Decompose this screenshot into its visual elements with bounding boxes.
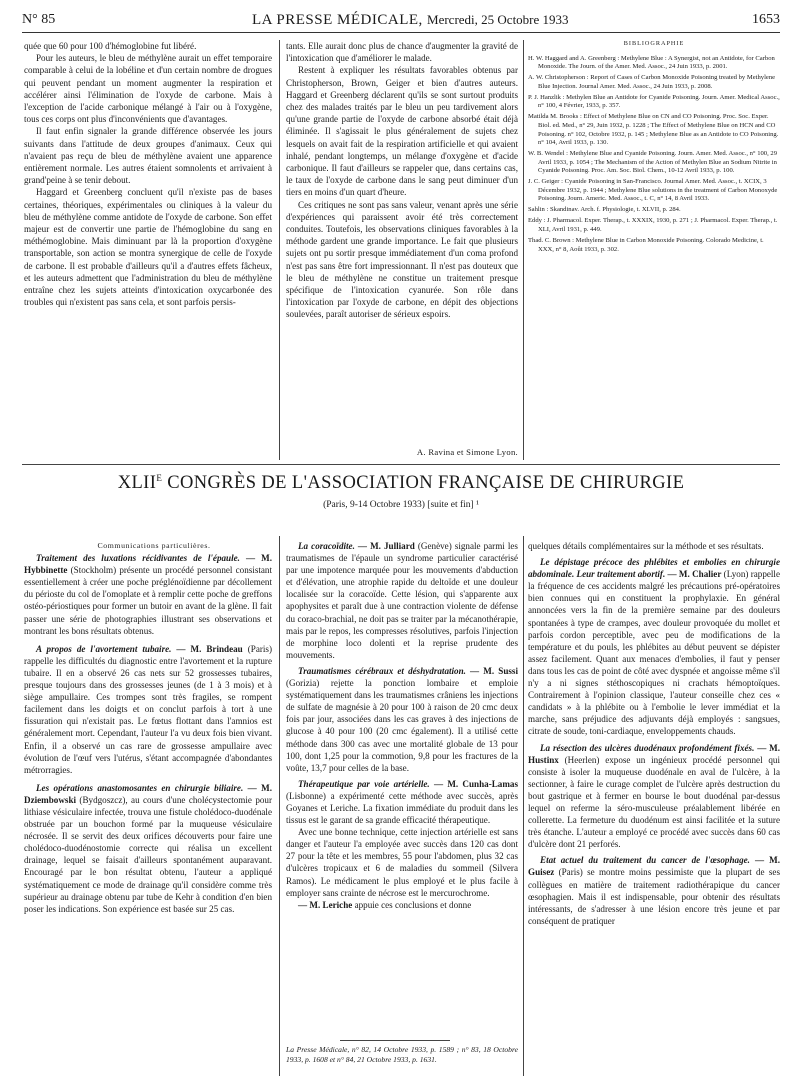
communication-text: Avec une bonne technique, cette injection artérielle est sans danger et l'auteur l'a employée avec succès dans 120 cas dont 27 pour la tête et les membres, 55 pour l'abdomen, plus 32 cas d'ulcères tropicaux et 6 de maladies du sommeil (Silvera Ramos). Le médicament le plus employé et le plus facile à employer sans crainte de nécrose est le mercurochrome.	[286, 827, 518, 898]
congress-title-ordinal: E	[156, 473, 163, 483]
issue-date: Mercredi, 25 Octobre 1933	[427, 12, 569, 27]
communication	[24, 643, 272, 776]
page-number: 1653	[752, 12, 780, 27]
communication	[528, 854, 780, 927]
communication-title: Traumatismes cérébraux et déshydratation.	[298, 665, 466, 676]
communication-title: Etat actuel du traitement du cancer de l'œsophage.	[540, 855, 750, 866]
journal-name: LA PRESSE MÉDICALE,	[252, 12, 423, 28]
communication-author: — M. Julliard	[354, 541, 415, 551]
bibliography-entry: P. J. Hanzlik : Methylen Blue an Antidote for Cyanide Poisoning. Journ. Amer. Medical Assoc., n° 100, 4 Février, 1933, p. 357.	[528, 93, 780, 110]
column-divider	[279, 536, 280, 1076]
communication-author: — M. Brindeau	[171, 643, 243, 654]
communication	[286, 665, 518, 774]
communication-title: Traitement des luxations récidivantes de l'épaule.	[36, 553, 240, 564]
footnote-rule	[340, 1040, 450, 1041]
communication-author: — M. Chalier	[665, 569, 722, 580]
communication-author: — M. Cunha-Lamas	[429, 778, 519, 789]
communication-text: (Gorizia) rejette la ponction lombaire et emploie systématiquement dans les traumatismes crâniens les injections de sulfate de magnésie à 20 pour 100 à raison de 20 cmc deux fois par jour, associées dans les cas graves à des injections de glucose à 40 pour 100 (20 cmc également). Il a utilisé cette méthode dans 300 cas avec une mortalité globale de 13 pour 100, dont 1,25 pour la commotion, 9,8 pour les fractures de la voûte, 13,7 pour celles de la base.	[286, 678, 518, 773]
paragraph: Haggard et Greenberg concluent qu'il n'existe pas de bases certaines, théoriques, expérimentales ou cliniques à la valeur du bleu de méthylène comme antidote de l'oxyde de carbone. Son effet majeur est de convertir une partie de l'hémoglobine du sang en méthémoglobine. Mais diminuant par là la proportion d'oxygène transportable, son action se montra synergique de celle de l'oxyde de carbone. Il est probable d'ailleurs qu'il a d'autres effets fâcheux, et les auteurs admettent que l'administration du bleu de méthylène entraîne chez les sujets atteints d'intoxication oxycarbonée des troubles qui n'existent pas sans cela, et sont parfois persis-	[24, 187, 272, 308]
bibliography-entry: Sahlin : Skandinav. Arch. f. Physiologie, t. XLVII, p. 284.	[528, 206, 681, 214]
journal-title	[252, 12, 569, 29]
footnote: La Presse Médicale, n° 82, 14 Octobre 1933, p. 1589 ; n° 83, 18 Octobre 1933, p. 1608 et n° 84, 21 Octobre 1933, p. 1631.	[286, 1045, 518, 1064]
communication-author: — M. Leriche	[298, 899, 353, 910]
congress-title	[22, 473, 780, 494]
communication-text: (Lyon) rappelle la fréquence de ces accidents malgré les précautions pré-opératoires bien connues qui en constituent la prophylaxie. En général annoncées vers la fin de la première semaine par des douleurs spontanées à type de crampes, avec douleur provoquée du mollet et parfois cordon perceptible, avec peu de modifications de la température et du pouls, les phlébites au début peuvent se dépister assez facilement. Quant aux menaces d'embolies, il faut y penser dans tous les cas de point de côté avec dyspnée et angoisse même s'il n'y a ni signes stéthoscopiques ni crachats hémoptoïques. Contrairement à l'opinion classique, l'auteur conseille chez ces « candidats » à la phlébite ou à l'embolie le lever immédiat et la marche, sans préjudice des adjuvants déjà employés : sangsues, citrate de soude, toni-cardiaque, enveloppements chauds.	[528, 569, 780, 737]
column-divider	[523, 536, 524, 1076]
bibliography-entry: Matilda M. Brooks : Effect of Methylene Blue on CN and CO Poisoning. Proc. Soc. Exper. Biol. ed. Med., n° 29, Juin 1932, p. 1228 ; The Effect of Methylene Blue on HCN and CO Poisoning. n° 102, Octobre 1932, p. 145 ; Methylene Blue as an Antidote to CO Poisoning. n° 104, Avril 1933, p. 130.	[528, 113, 779, 147]
communication	[24, 552, 272, 637]
section-label: Communications particulières.	[97, 541, 211, 550]
author-signature: A. Ravina et Simone Lyon.	[416, 447, 518, 457]
section-divider	[22, 464, 780, 465]
communication	[528, 742, 780, 851]
column-divider	[279, 40, 280, 460]
congress-title-text: CONGRÈS DE L'ASSOCIATION FRANÇAISE DE CHIRURGIE	[162, 473, 685, 494]
communication	[286, 899, 518, 911]
communication-title: A propos de l'avortement tubaire.	[36, 643, 172, 654]
paragraph: tants. Elle aurait donc plus de chance d'augmenter la gravité de l'intoxication que d'améliorer le malade.	[286, 41, 518, 64]
communication-text: (Lisbonne) a expérimenté cette méthode avec succès, après Goyanes et Leriche. La fixation immédiate du produit dans les tissus est le garant de sa grande efficacité thérapeutique.	[286, 790, 518, 826]
bibliography-entry: W. B. Wendel : Methylene Blue and Cyanide Poisoning. Journ. Amer. Med. Assoc., n° 100, 29 Avril 1933, p. 1054 ; The Mechanism of the Action of Methylen Blue an Sodium Nitrite in Cyanide Poisoning. Proc. Am. Soc. Biol. Chem., 10-12 Avril 1933, p. 100.	[528, 150, 777, 175]
issue-number: N° 85	[22, 12, 56, 27]
bibliography-title: BIBLIOGRAPHIE	[623, 40, 685, 47]
communication-title: Les opérations anastomosantes en chirurgie biliaire.	[36, 782, 244, 793]
communication-author: — M. Guisez	[528, 855, 780, 878]
communication-author: — M. Hustinx	[528, 742, 781, 765]
communication-title: La résection des ulcères duodénaux profondément fixés.	[540, 742, 755, 753]
communication-author: — M. Hybbinette	[24, 553, 272, 576]
bibliography-entry: H. W. Haggard and A. Greenberg : Methylene Blue : A Synergist, not an Antidote, for Carbon Monoxide. The Journ. of the Amer. Med. Assoc., 24 Juin 1933, p. 2001.	[528, 54, 775, 71]
communication	[528, 540, 780, 552]
article-column-1	[24, 40, 272, 430]
communication-author: — M. Dziembowski	[24, 782, 273, 805]
communication	[528, 556, 780, 737]
communication-text: quelques détails complémentaires sur la méthode et ses résultats.	[528, 541, 764, 551]
communication	[286, 778, 518, 826]
communication	[286, 826, 518, 899]
communication-text: (Genève) signale parmi les traumatismes de l'épaule un syndrome particulier caractérisé par une impotence marquée pour les mouvements d'abduction et d'élévation, une atrophie rapide du deltoïde et une douleur localisée sur la coracoïde. Cette lésion, qui s'apparente aux apophysites et paraît due à une contraction violente de défense du coraco-brachial, ne doit pas se traiter par la mécanothérapie, mais par le repos, les compresses résolutives, parfois l'injection de morphine loco dolenti et la reprise prudente des mouvements.	[286, 541, 518, 660]
communication-text: appuie ces conclusions et donne	[352, 899, 472, 910]
communication-text: (Paris) rappelle les difficultés du diagnostic entre l'avortement et la rupture tubaire. Il en a observé 26 cas nets sur 52 grossesses tubaires, presque toujours dans des grossesses jeunes (de 1 à 3 mois) et à siège ampullaire. Ces trompes sont très fragiles, se rompent facilement dans les doigts et on conclut parfois à tort à une fissuration qui n'existait pas. Le fœtus flottant dans l'amnios est généralement mort. Cependant, l'auteur l'a vu deux fois bien vivant. Enfin, il a observé un cas rare de grossesse ampullaire avec évolution de l'œuf vers l'utérus, s'étant accompagnée d'abondantes métrorragies.	[24, 643, 272, 775]
paragraph: Il faut enfin signaler la grande différence observée les jours suivants dans l'attitude de deux groupes d'animaux. Ceux qui n'avaient pas reçu de bleu de méthylène avaient une apparence entièrement normale. Les autres étaient somnolents et arrivaient à grand'peine à se tenir debout.	[24, 126, 272, 186]
bibliography-entry: Thad. C. Brown : Methylene Blue in Carbon Monoxide Poisoning. Colorado Medicine, t. XXX, n° 8, Août 1933, p. 302.	[528, 237, 764, 253]
page-header	[22, 10, 780, 33]
communication-text: (Paris) se montre moins pessimiste que la plupart de ses collègues en matière de traitement radiothérapique du cancer œsophagien. Mais il est indispensable, pour obtenir des résultats intéressants, de s'adresser à une lésion encore très jeune et par conséquent de pratiquer	[528, 867, 780, 926]
bibliography-entry: Eddy : J. Pharmacol. Exper. Therap., t. XXXIX, 1930, p. 271 ; J. Pharmacol. Exper. Therap., t. XLI, Avril 1931, p. 449.	[528, 217, 778, 234]
congress-subtitle: (Paris, 9-14 Octobre 1933) [suite et fin] ¹	[323, 500, 479, 510]
paragraph: Pour les auteurs, le bleu de méthylène aurait un effet temporaire comparable à celui de la lobéline et d'un certain nombre de drogues qui peuvent pendant un moment augmenter la respiration et accélérer ainsi l'élimination de l'oxyde de carbone. Mais à l'exception de l'acide carbonique mélangé à l'air ou à l'oxygène, tous ces corps ont plus d'inconvénients que d'avantages.	[24, 53, 272, 125]
bibliography-entry: J. C. Geiger : Cyanide Poisoning in San-Francisco. Journal Amer. Med. Assoc., t. XCIX, 3 Décembre 1932, p. 1944 ; Methylene Blue solutions in the treatment of Carbon Monoxyde Poisoning. Journ. Americ. Med. Assoc., t. C, n° 14, 8 Avril 1933.	[528, 178, 778, 203]
communication-author: — M. Sussi	[465, 665, 518, 676]
paragraph: Ces critiques ne sont pas sans valeur, venant après une série d'expériences qui paraissent avoir été très correctement conduites. Toutefois, les observations cliniques favorables à la méthode gardent une grande importance. Le fait que plusieurs sujets ont pu sortir presque immédiatement d'un coma profond n'est pas sans être fort impressionnant. Il n'est pas douteux que le bleu de méthylène ne constitue un traitement presque spécifique de l'intoxication cyanurée. Son rôle dans l'intoxication par l'oxyde de carbone, en dépit des objections soulevées, paraît autoriser de sérieux espoirs.	[286, 199, 518, 320]
bibliography	[528, 40, 780, 460]
congress-column-1	[24, 540, 272, 1080]
column-divider	[523, 40, 524, 460]
communication-title: La coracoïdite.	[298, 541, 355, 551]
paragraph: Restent à expliquer les résultats favorables obtenus par Christopherson, Brown, Geiger et bien d'autres auteurs. Haggard et Greenberg déclarent qu'ils se sont surtout produits chez des malades traités par le bleu un peu tardivement alors qu'une grande partie de l'oxyde de carbone absorbé était déjà éliminée. Il s'agissait le plus généralement de sujets chez lesquels on avait fait de la respiration artificielle et qui avaient inhalé, pendant longtemps, un mélange d'oxygène et d'acide carbonique. Il faut d'ailleurs se rappeler que, dans certains cas, le taux de l'oxyde de carbone dans le sang peut diminuer d'un tiers en moins d'un quart d'heure.	[286, 65, 518, 198]
communication-title: Thérapeutique par voie artérielle.	[298, 778, 430, 789]
communication	[286, 540, 518, 661]
congress-column-3	[528, 540, 780, 1080]
congress-column-2	[286, 540, 518, 1050]
communication-text: (Bydgoszcz), au cours d'une cholécystectomie pour lithiase vésiculaire infectée, trouva une fistule cholédoco-duodénale obstruée par un bouchon formé par la muqueuse vésiculaire nécrosée. Il se servit des deux orifices découverts pour faire une cholédoco-duodénostomie correcte qui réalisa un excellent drainage, lequel se faisait d'ailleurs spontanément auparavant. Encouragé par le bon résultat obtenu, l'auteur a appliqué systématiquement ce mode de drainage qu'il considère comme très supérieur au drainage obtenu par tube de Kehr à condition d'en bien poser les indications. Son expérience est basée sur 25 cas.	[24, 794, 272, 914]
communication-text: (Stockholm) présente un procédé personnel consistant essentiellement à créer une poche préglénoïdienne par décollement du périoste du col de l'omoplate et à remplir cette poche de greffons ostéo-périostiques pour former un butoir en avant de la glène. Il fait passer une série de photographies illustrant ses observations et montrant les bons résultats obtenus.	[24, 565, 272, 636]
communication-title: Le dépistage précoce des phlébites et embolies en chirurgie abdominale. Leur traitement abortif.	[528, 557, 780, 580]
paragraph: quée que 60 pour 100 d'hémoglobine fut libéré.	[24, 41, 197, 51]
bibliography-entry: A. W. Christopherson : Report of Cases of Carbon Monoxide Poisoning treated by Methylene Blue Injection. Journal Amer. Med. Assoc., 24 Juin 1933, p. 2008.	[528, 74, 776, 90]
article-column-2	[286, 40, 518, 430]
communication-text: (Heerlen) expose un ingénieux procédé personnel qui consiste à isoler la muqueuse duodénale en aval de l'ulcère, à la sectionner, à faire le curage complet de l'ulcère après destruction du bout gastrique et à fermer en bourse le bout duodénal par-dessus lequel on referme la séro-musculeuse préalablement libérée en collerette. La fermeture du duodénum est ainsi facilitée et la suture très étanche. L'auteur a employé ce procédé avec succès dans 60 cas d'ulcère dont 21 perforés.	[528, 754, 780, 850]
communication	[24, 782, 272, 915]
congress-title-number: XLII	[117, 473, 157, 494]
